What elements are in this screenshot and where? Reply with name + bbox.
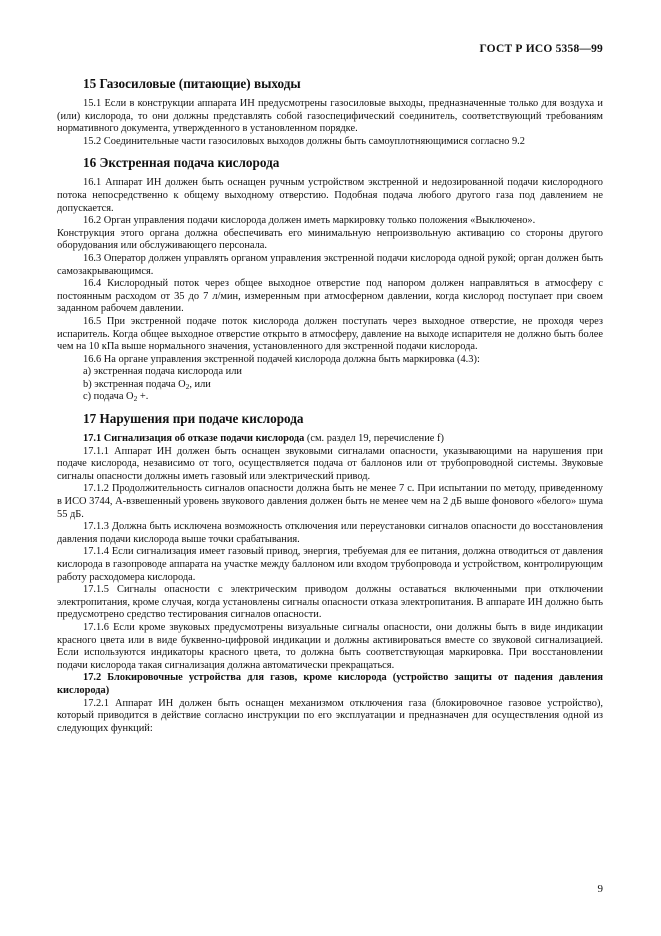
paragraph-16-5: 16.5 При экстренной подаче поток кислорода должен поступать через выходное отверстие, не проходя через испаритель. Когда общее выходное отверстие открыто в атмосферу, давление на выходе испарителя не должно быть более чем на 10 кПа выше нормального значения, установленного для экстренной подачи кислорода. bbox=[57, 315, 603, 353]
paragraph-16-2: 16.2 Орган управления подачи кислорода должен иметь маркировку только положения «Выключено». bbox=[83, 215, 536, 227]
paragraph-16-3: 16.3 Оператор должен управлять органом управления экстренной подачи кислорода одной рукой; орган должен быть самозакрывающимся. bbox=[57, 252, 603, 277]
paragraph-17-2-1: 17.2.1 Аппарат ИН должен быть оснащен механизмом отключения газа (блокировочное газовое устройство), который приводится в действие согласно инструкции по его эксплуатации и предназначен для осуществления одной из следующих функций: bbox=[57, 697, 603, 734]
paragraph-16-1: 16.1 Аппарат ИН должен быть оснащен ручным устройством экстренной и недозированной подачи кислородного потока непосредственно к общему выходному отверстию. Подобная подача любого другого газа под давлением не допускается. bbox=[57, 177, 603, 214]
page-number: 9 bbox=[597, 883, 603, 895]
section-16-title: 16 Экстренная подача кислорода bbox=[83, 155, 280, 171]
standard-header: ГОСТ Р ИСО 5358—99 bbox=[479, 43, 603, 55]
paragraph-17-1-1: 17.1.1 Аппарат ИН должен быть оснащен звуковыми сигналами опасности, указывающими на нарушения при подаче кислорода, независимо от того, осуществляется подача от баллонов или от трубопроводной системы. Звуковые сигналы опасности должны иметь газовый или электрический привод. bbox=[57, 445, 603, 482]
section-17-title: 17 Нарушения при подаче кислорода bbox=[83, 411, 304, 427]
paragraph-17-1-4: 17.1.4 Если сигнализация имеет газовый привод, энергия, требуемая для ее питания, должна отводиться от давления кислорода в газопроводе аппарата на участке между баллоном или входом трубопровода и устройством, контролирующим работу расходомера кислорода. bbox=[57, 546, 603, 583]
list-item-c: c) подача $O_2$ +. bbox=[83, 391, 149, 404]
paragraph-17-1-3: 17.1.3 Должна быть исключена возможность отключения или переустановки сигналов опасности до восстановления давления подачи кислорода выше точки срабатывания. bbox=[57, 521, 603, 545]
paragraph-16-6: 16.6 На органе управления экстренной подачей кислорода должна быть маркировка (4.3): bbox=[83, 353, 480, 365]
section-15-title: 15 Газосиловые (питающие) выходы bbox=[83, 76, 301, 91]
paragraph-17-1-5: 17.1.5 Сигналы опасности с электрическим приводом должны оставаться включенными при отключении электропитания, кроме случая, когда установлены сигналы опасности отказа электропитания. В аппарате ИН должно быть предусмотрено средство тестирования сигналов опасности. bbox=[57, 584, 603, 621]
paragraph-16-2-cont: Конструкция этого органа должна обеспечивать его минимальную непроизвольную активацию со стороны другого оборудования или обслуживающего персонала. bbox=[57, 227, 603, 252]
subsection-17-1-heading: 17.1 Сигнализация об отказе подачи кислорода (см. раздел 19, перечисление f) bbox=[83, 433, 444, 445]
paragraph-17-1-6: 17.1.6 Если кроме звуковых предусмотрены визуальные сигналы опасности, они должны быть в виде индикации красного цвета или в виде буквенно-цифровой индикации и должны активироваться вместе со звуковой сигнализацией. Если используются индикаторы красного цвета, то должна быть соответствующая маркировка. При восстановлении подачи кислорода такая сигнализация должна автоматически прекращаться. bbox=[57, 621, 603, 671]
paragraph-17-1-2: 17.1.2 Продолжительность сигналов опасности должна быть не менее 7 с. При испытании по методу, приведенному в ИСО 3744, А-взвешенный уровень звукового давления должен быть не менее чем на 2 дБ выше фонового «белого» шума 55 дБ. bbox=[57, 483, 603, 520]
paragraph-15-1: 15.1 Если в конструкции аппарата ИН предусмотрены газосиловые выходы, предназначенные только для воздуха и (или) кислорода, то они должны представлять собой газоспецифический соединитель, соответствующий требованиям нормативного документа, утвержденного в установленном порядке. bbox=[57, 98, 603, 135]
paragraph-16-4: 16.4 Кислородный поток через общее выходное отверстие под напором должен направляться в атмосферу с постоянным расходом от 35 до 7 л/мин, измеренным при атмосферном давлении, когда кислород поступает при своем заданном рабочем давлении. bbox=[57, 278, 603, 315]
list-item-b: b) экстренная подача $O_2$, или bbox=[83, 378, 211, 391]
subsection-17-2-heading: 17.2 Блокировочные устройства для газов, кроме кислорода (устройство защиты от падения давления кислорода) bbox=[57, 672, 603, 696]
document-body bbox=[57, 76, 603, 735]
list-item-a: a) экстренная подача кислорода или bbox=[83, 366, 242, 378]
paragraph-15-2: 15.2 Соединительные части газосиловых выходов должны быть самоуплотняющимися согласно 9.2 bbox=[83, 135, 525, 147]
